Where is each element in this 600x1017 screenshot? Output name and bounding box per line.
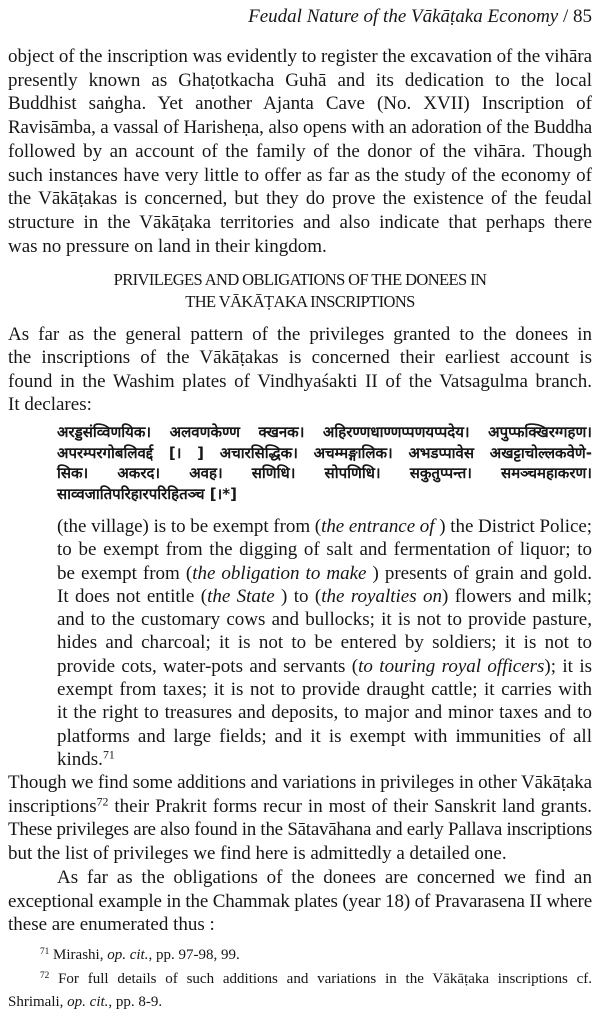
text-run: ) to ( xyxy=(274,585,322,607)
text-line xyxy=(8,269,592,291)
line-text xyxy=(57,702,592,723)
paragraph-4 xyxy=(8,866,592,937)
text-run: These privileges are also found in the Sātavāhana and early Pallava inscriptions xyxy=(8,819,592,841)
line-text xyxy=(8,70,592,91)
text-run: such instances have very little to offer as far as the study of the economy of xyxy=(8,164,592,186)
line-text xyxy=(57,563,592,584)
text-line xyxy=(8,991,592,1014)
text-run: , pp. 97-98, 99. xyxy=(148,947,240,963)
line-text xyxy=(8,93,592,114)
text-line xyxy=(8,771,592,795)
text-run: It does not entitle ( xyxy=(57,585,208,607)
text-line xyxy=(8,45,592,69)
line-text xyxy=(114,270,487,289)
text-run: was no pressure on land in their kingdom. xyxy=(8,235,327,257)
text-line xyxy=(57,678,592,701)
line-text xyxy=(57,586,592,607)
footnote-marker: 71 xyxy=(102,748,115,762)
text-run: Buddhist saṅgha. Yet another Ajanta Cave (No. XVII) Inscription of xyxy=(8,93,592,115)
text-run: , pp. 8-9. xyxy=(108,994,163,1010)
text-line xyxy=(57,725,592,748)
text-line xyxy=(57,562,592,585)
line-text xyxy=(57,656,592,677)
line-text xyxy=(8,394,92,415)
line-text xyxy=(8,914,215,935)
translation-quotation xyxy=(57,515,592,771)
text-run: ) flowers and milk; xyxy=(442,585,593,607)
text-run: object of the inscription was evidently to register the excavation of the vihāra xyxy=(8,46,592,67)
text-run: platforms and large fields; and it is exempt with immunities of all xyxy=(57,725,592,747)
text-line xyxy=(57,585,592,608)
text-run: kinds. xyxy=(57,748,103,770)
line-text xyxy=(8,165,592,186)
line-text xyxy=(8,324,592,345)
text-line xyxy=(57,631,592,654)
text-run: अपरम्परगोबलिवर्द्द [। ] अचारसिद्धिक। अचम्मङ्गालिक। अभडप्पावेस अखट्टाचोल्लकवेणे- xyxy=(57,443,592,462)
text-run: presently known as Ghaṭotkacha Guhā and its dedication to the local xyxy=(8,69,592,91)
line-text xyxy=(57,516,592,537)
text-run: THE VĀKĀṬAKA INSCRIPTIONS xyxy=(185,292,415,311)
text-line xyxy=(8,116,592,140)
footnote-72 xyxy=(8,968,592,1014)
text-line xyxy=(8,890,592,914)
italic-text: op. cit. xyxy=(67,994,109,1010)
line-text xyxy=(57,464,592,482)
line-text xyxy=(57,485,237,503)
line-text xyxy=(8,796,592,817)
text-run: provide cots, water-pots and servants ( xyxy=(57,655,359,677)
italic-text: the State xyxy=(207,585,275,607)
text-run: be exempt from ( xyxy=(57,562,193,584)
text-run: ) the District Police; xyxy=(434,516,592,537)
text-line xyxy=(57,484,592,505)
text-line xyxy=(8,968,592,991)
line-text xyxy=(57,632,592,653)
paragraph-1 xyxy=(8,45,592,258)
text-line xyxy=(8,69,592,93)
text-run: exempt from taxes; it is not to provide draught cattle; it carries with xyxy=(57,679,592,701)
text-run: As far as the general pattern of the privileges granted to the donees in xyxy=(8,324,592,345)
text-run: their Prakrit forms recur in most of their Sanskrit land grants. xyxy=(108,795,592,817)
text-line xyxy=(57,655,592,678)
text-run: For full details of such additions and variations in the Vākāṭaka inscriptions cf. xyxy=(49,971,592,987)
text-run: सिक। अकरद। अवह। सणिधि। सोपणिधि। सकुतुप्पन्त। समञ्चमहाकरण। xyxy=(57,464,592,483)
text-line xyxy=(8,140,592,164)
line-text xyxy=(8,891,592,912)
text-line xyxy=(8,291,592,313)
text-line xyxy=(8,164,592,188)
text-run: structure in the Vākāṭaka territories and also indicate that perhaps there xyxy=(8,211,592,233)
footnote-marker: 72 xyxy=(96,795,109,809)
text-line xyxy=(8,795,592,819)
text-run: Mirashi, xyxy=(49,947,108,963)
italic-text: op. cit. xyxy=(107,947,149,963)
line-text xyxy=(8,188,592,209)
text-line xyxy=(8,866,592,890)
line-text xyxy=(8,141,592,162)
line-text xyxy=(8,212,592,233)
text-line xyxy=(57,608,592,631)
running-header xyxy=(8,5,592,29)
paragraph-3 xyxy=(8,771,592,866)
line-text xyxy=(57,609,592,630)
text-line xyxy=(8,346,592,369)
text-line xyxy=(57,515,592,538)
italic-text: the obligation to make xyxy=(192,562,367,584)
footnote-marker: 71 xyxy=(40,946,50,957)
line-text xyxy=(40,947,240,963)
text-run: साव्वजातिपरिहारपरिहितञ्च [।*] xyxy=(57,485,237,504)
line-text xyxy=(57,726,592,747)
line-text xyxy=(8,994,162,1010)
paragraph-2 xyxy=(8,323,592,417)
text-run: (the village) is to be exempt from ( xyxy=(57,516,322,537)
text-line xyxy=(57,443,592,464)
text-run: but the list of privileges we find here is admittedly a detailed one. xyxy=(8,843,507,865)
text-run: Shrimali, xyxy=(8,994,68,1010)
text-run: As far as the obligations of the donees are concerned we find an xyxy=(57,867,592,888)
text-run: and to the customary cows and bullocks; it is not to provide pasture, xyxy=(57,609,592,631)
text-line xyxy=(8,370,592,393)
text-run: exceptional example in the Chammak plates (year 18) of Pravarasena II where xyxy=(8,890,592,912)
line-text xyxy=(8,236,327,257)
line-text xyxy=(57,539,592,560)
line-text xyxy=(8,347,592,368)
line-text xyxy=(57,444,592,462)
line-text xyxy=(57,749,115,770)
text-run: to be exempt from the digging of salt and fermentation of liquor; to xyxy=(57,539,592,561)
text-run: It declares: xyxy=(8,394,92,416)
line-text xyxy=(8,46,592,67)
text-line xyxy=(57,538,592,561)
text-run: the Vākāṭakas is concerned, but they do prove the existence of the feudal xyxy=(8,188,592,210)
text-run: Ravisāmba, a vassal of Harisheṇa, also opens with an adoration of the Buddha xyxy=(8,117,592,139)
text-line xyxy=(8,818,592,842)
text-line xyxy=(8,187,592,211)
text-line xyxy=(40,944,592,967)
text-run: found in the Washim plates of Vindhyaśakti II of the Vatsagulma branch. xyxy=(8,370,592,392)
text-run: ) presents of grain and gold. xyxy=(366,562,592,584)
section-heading xyxy=(8,269,592,313)
text-line xyxy=(8,323,592,346)
text-run: hides and charcoal; it is not to be entered by soldiers; it is not to xyxy=(57,632,592,654)
text-run: it the right to treasures and deposits, to major and minor taxes and to xyxy=(57,702,592,724)
line-text xyxy=(57,867,592,888)
chapter-title: Feudal Nature of the Vākāṭaka Economy xyxy=(248,6,559,27)
italic-text: to touring royal officers xyxy=(358,655,545,677)
text-run: the inscriptions of the Vākāṭakas is concerned their earliest account is xyxy=(8,347,592,369)
line-text xyxy=(57,679,592,700)
text-line xyxy=(57,701,592,724)
text-line xyxy=(8,393,592,416)
page-number: / 85 xyxy=(558,6,592,27)
text-line xyxy=(8,913,592,937)
line-text xyxy=(8,371,592,392)
text-line xyxy=(57,463,592,484)
line-text xyxy=(8,843,507,864)
text-run: Though we find some additions and variations in privileges in other Vākāṭaka xyxy=(8,772,592,793)
line-text xyxy=(57,423,592,441)
text-run: अरड्डसंव्विणयिक। अलवणकेण्ण क्खनक। अहिरण्णधाण्णप्पणयप्पदेय। अपुप्फक्खिरग्गहण। xyxy=(57,423,592,441)
text-line xyxy=(8,842,592,866)
text-line xyxy=(57,422,592,443)
line-text xyxy=(40,971,592,987)
text-run: these are enumerated thus : xyxy=(8,914,215,936)
line-text xyxy=(185,292,414,311)
text-line xyxy=(8,235,592,259)
sanskrit-quotation xyxy=(57,422,592,505)
line-text xyxy=(8,819,592,840)
text-line xyxy=(8,92,592,116)
italic-text: the entrance of xyxy=(321,516,435,537)
text-run: PRIVILEGES AND OBLIGATIONS OF THE DONEES IN xyxy=(113,270,487,289)
footnote-marker: 72 xyxy=(40,970,50,981)
text-line xyxy=(57,748,592,771)
text-run: followed by an account of the family of the donor of the vihāra. Though xyxy=(8,140,592,162)
text-run: ); it is xyxy=(544,655,593,677)
italic-text: the royalties on xyxy=(321,585,443,607)
text-line xyxy=(8,211,592,235)
footnote-71 xyxy=(40,944,592,967)
line-text xyxy=(8,772,592,793)
text-run: inscriptions xyxy=(8,795,97,817)
line-text xyxy=(8,117,592,138)
